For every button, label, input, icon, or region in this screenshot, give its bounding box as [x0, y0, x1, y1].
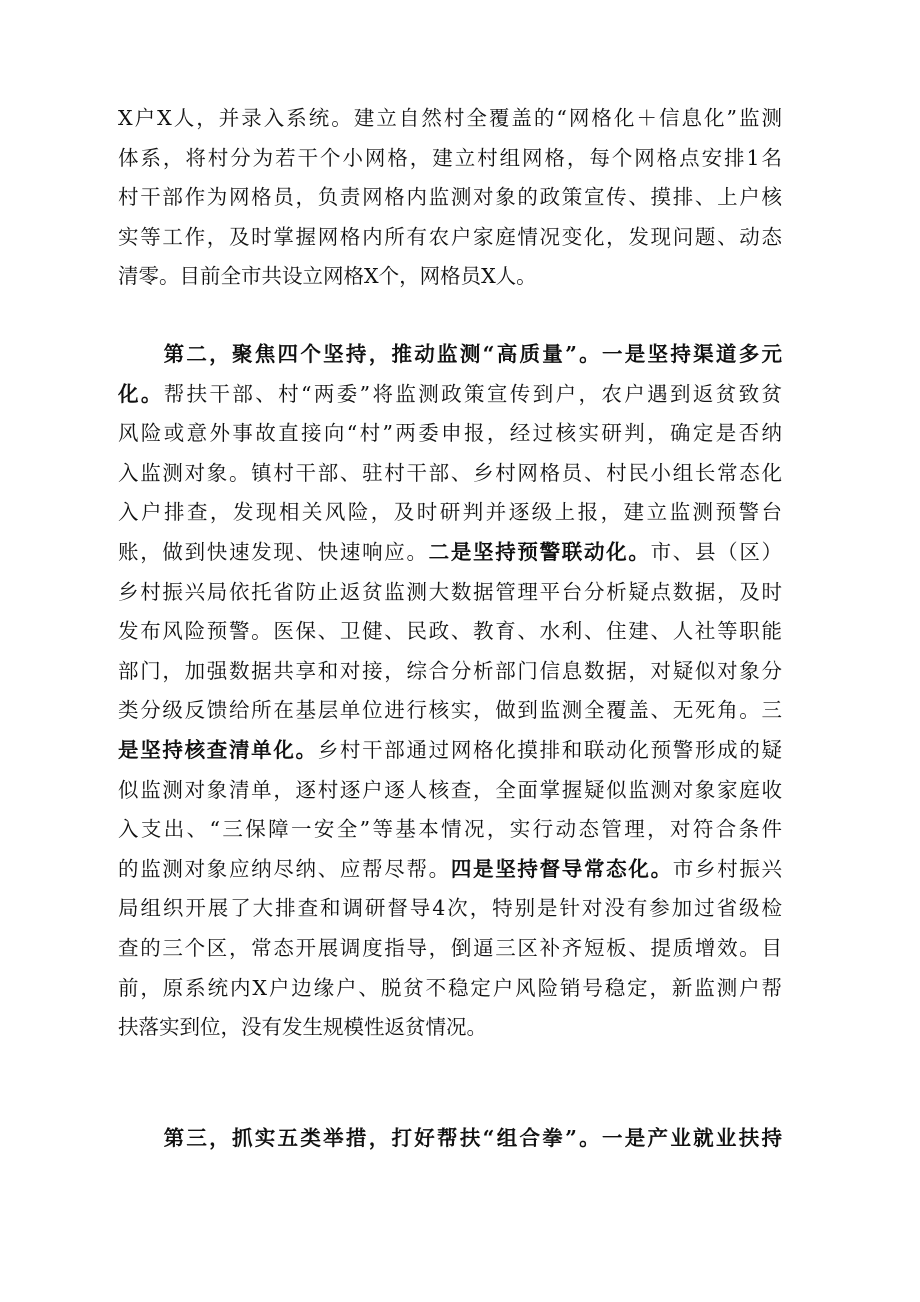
text-line	[118, 139, 782, 179]
body-text: 帮扶干部、村“两委”将监测政策宣传到户，农户遇到返贫致贫	[163, 381, 782, 406]
body-text: 发布风险预警。医保、卫健、民政、教育、水利、住建、人社等职能	[118, 619, 782, 644]
text-line	[118, 1119, 782, 1159]
body-text: 市、县（区）	[650, 539, 782, 564]
text-line	[118, 969, 782, 1009]
text-line	[118, 493, 782, 533]
bold-heading-text: 化。	[118, 381, 164, 406]
text-line	[118, 375, 782, 415]
body-text: 似监测对象清单，逐村逐户逐人核查，全面掌握疑似监测对象家庭收	[118, 777, 782, 802]
text-line	[118, 414, 782, 454]
text-line	[118, 99, 782, 139]
body-text: 类分级反馈给所在基层单位进行核实，做到监测全覆盖、无死角。三	[118, 698, 782, 723]
bold-heading-text: 二是坚持预警联动化。	[428, 539, 651, 564]
body-text: 实等工作，及时掌握网格内所有农户家庭情况变化，发现问题、动态	[118, 224, 782, 249]
body-text: 风险或意外事故直接向“村”两委申报，经过核实研判，确定是否纳	[118, 421, 782, 446]
bold-heading-text: 第二，聚焦四个坚持，推动监测“高质量”。一是坚持渠道多元	[118, 342, 782, 366]
body-text: 账，做到快速发现、快速响应。	[118, 539, 429, 564]
body-text: 乡村振兴局依托省防止返贫监测大数据管理平台分析疑点数据，及时	[118, 579, 782, 604]
paragraph-five-measures	[118, 1119, 782, 1159]
text-line	[118, 652, 782, 692]
body-text: 乡村干部通过网格化摸排和联动化预警形成的疑	[317, 737, 782, 762]
text-line	[118, 454, 782, 494]
body-text: 入户排查，发现相关风险，及时研判并逐级上报，建立监测预警台	[118, 500, 782, 525]
text-line	[118, 533, 782, 573]
text-line	[118, 612, 782, 652]
bold-heading-text: 是坚持核查清单化。	[118, 737, 318, 762]
text-line	[118, 335, 782, 375]
body-text: 市乡村振兴	[672, 856, 782, 881]
body-text: 部门，加强数据共享和对接，综合分析部门信息数据，对疑似对象分	[118, 658, 782, 683]
paragraph-grid-monitoring	[118, 99, 782, 297]
body-text: 查的三个区，常态开展调度指导，倒逼三区补齐短板、提质增效。目	[118, 935, 782, 960]
body-text: 体系，将村分为若干个小网格，建立村组网格，每个网格点安排1名	[118, 145, 782, 170]
text-line	[118, 573, 782, 613]
text-line	[118, 257, 782, 297]
body-text: 的监测对象应纳尽纳、应帮尽帮。	[118, 856, 451, 881]
text-line	[118, 691, 782, 731]
text-line	[118, 850, 782, 890]
body-text: 前，原系统内X户边缘户、脱贫不稳定户风险销号稳定，新监测户帮	[118, 975, 782, 1000]
body-text: 清零。目前全市共设立网格X个，网格员X人。	[118, 264, 537, 289]
paragraph-four-persistences	[118, 335, 782, 1048]
text-line	[118, 889, 782, 929]
bold-heading-text: 四是坚持督导常态化。	[450, 856, 673, 881]
text-line	[118, 218, 782, 258]
text-line	[118, 178, 782, 218]
text-line	[118, 771, 782, 811]
body-text: 入监测对象。镇村干部、驻村干部、乡村网格员、村民小组长常态化	[118, 460, 782, 485]
text-line	[118, 1008, 782, 1048]
body-text: 扶落实到位，没有发生规模性返贫情况。	[118, 1015, 487, 1040]
text-line	[118, 731, 782, 771]
body-text: 入支出、“三保障一安全”等基本情况，实行动态管理，对符合条件	[118, 817, 782, 842]
body-text: 村干部作为网格员，负责网格内监测对象的政策宣传、摸排、上户核	[118, 185, 782, 210]
bold-heading-text: 第三，抓实五类举措，打好帮扶“组合拳”。一是产业就业扶持	[118, 1126, 782, 1150]
body-text: 局组织开展了大排查和调研督导4次，特别是针对没有参加过省级检	[118, 896, 782, 921]
text-line	[118, 810, 782, 850]
text-line	[118, 929, 782, 969]
body-text: X户X人，并录入系统。建立自然村全覆盖的“网格化＋信息化”监测	[118, 106, 782, 130]
